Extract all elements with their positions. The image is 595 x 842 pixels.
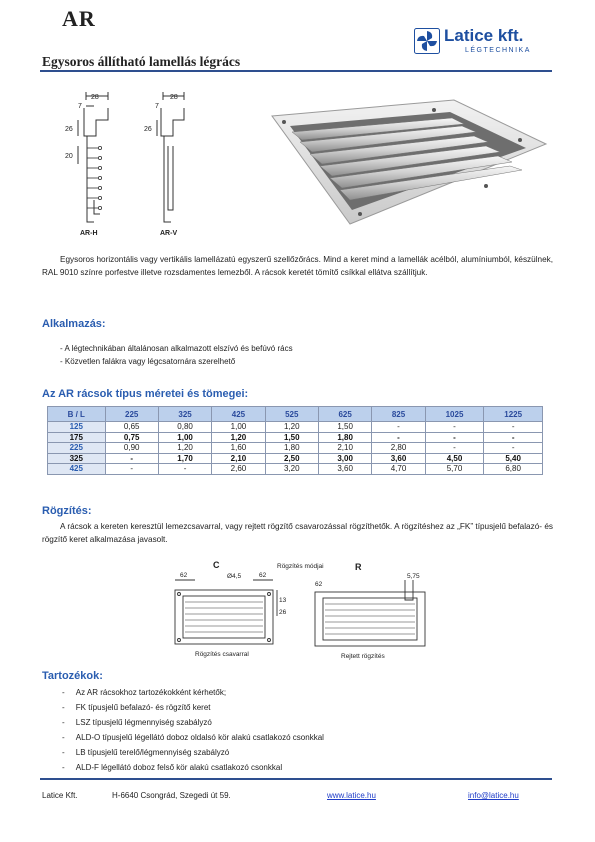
footer-address: H-6640 Csongrád, Szegedi út 59. <box>112 791 231 800</box>
table-cell: - <box>425 432 484 443</box>
col-header: 825 <box>372 407 425 422</box>
label-ar-h: AR-H <box>80 230 98 237</box>
logo-tagline: LÉGTECHNIKA <box>465 47 531 54</box>
row-label: 425 <box>48 464 106 475</box>
table-cell: 1,20 <box>265 422 318 433</box>
intro-paragraph: Egysoros horizontális vagy vertikális lamellázatú egyszerű szellőzőrács. Mind a keret mind a lamellák acélból, alumíniumból, készülnek, RAL 9010 színre porfestve illetve rozsdamentes lemezből. A rácsok keretét tömítő csíkkal ellátva szállítjuk. <box>42 255 553 277</box>
table-cell: 0,80 <box>158 422 211 433</box>
product-photo <box>268 98 548 226</box>
table-cell: 0,90 <box>105 443 158 454</box>
table-cell: 1,80 <box>318 432 371 443</box>
table-cell: 0,75 <box>105 432 158 443</box>
dim-20-h: 20 <box>65 153 73 160</box>
application-item: - Közvetlen falákra vagy légcsatornára szerelhető <box>60 357 236 366</box>
table-cell: 5,70 <box>425 464 484 475</box>
label-screw-mount: Rögzítés csavarral <box>195 651 249 658</box>
table-cell: - <box>484 443 543 454</box>
table-corner: B / L <box>48 407 106 422</box>
table-cell: 5,40 <box>484 453 543 464</box>
row-label: 125 <box>48 422 106 433</box>
table-cell: - <box>425 443 484 454</box>
table-cell: 1,50 <box>265 432 318 443</box>
footer-rule <box>40 778 552 780</box>
table-cell: - <box>484 432 543 443</box>
table-row <box>48 453 543 464</box>
application-item: - A légtechnikában általánosan alkalmazott elszívó és befúvó rács <box>60 344 293 353</box>
label-r: R <box>355 562 362 572</box>
table-cell: - <box>425 422 484 433</box>
product-title: Egysoros állítható lamellás légrács <box>42 54 241 69</box>
col-header: 325 <box>158 407 211 422</box>
table-cell: 3,20 <box>265 464 318 475</box>
dim-7-h: 7 <box>78 103 82 110</box>
dim-13: 13 <box>279 597 287 604</box>
table-header-row <box>48 407 543 422</box>
dim-26: 26 <box>279 609 287 616</box>
dim-26-v: 26 <box>144 126 152 133</box>
row-label: 225 <box>48 443 106 454</box>
section-title-mounting: Rögzítés: <box>42 505 92 517</box>
footer-website-link[interactable]: www.latice.hu <box>327 791 376 800</box>
table-cell: - <box>105 453 158 464</box>
table-cell: 2,80 <box>372 443 425 454</box>
table-cell: 3,60 <box>318 464 371 475</box>
accessory-item: - ALD-F légellátó doboz felső kör alakú csatlakozó csonkkal <box>62 763 283 772</box>
table-row <box>48 443 543 454</box>
table-cell: 1,20 <box>212 432 265 443</box>
accessory-item: - LB típusjelű terelő/légmennyiség szabályzó <box>62 748 230 757</box>
table-cell: 6,80 <box>484 464 543 475</box>
dim-62-left: 62 <box>180 572 188 579</box>
mounting-paragraph: A rácsok a kereten keresztül lemezcsavarral, vagy rejtett rögzítő csavarozással rögzíthetők. A rögzítéshez az „FK” típusjelű befalazó- és rögzítő keret alkalmazása javasolt. <box>42 522 553 544</box>
table-cell: - <box>372 432 425 443</box>
accessory-item: - ALD-O típusjelű légellátó doboz oldalsó kör alakú csatlakozó csonkkal <box>62 733 324 742</box>
label-mounting-modes: Rögzítés módjai <box>277 563 324 570</box>
row-label: 175 <box>48 432 106 443</box>
label-hidden-mount: Rejtett rögzítés <box>341 653 385 660</box>
profile-drawings <box>60 90 210 250</box>
footer-email-link[interactable]: info@latice.hu <box>468 791 519 800</box>
section-title-application: Alkalmazás: <box>42 318 106 330</box>
table-cell: 1,50 <box>318 422 371 433</box>
label-c: C <box>213 560 220 570</box>
col-header: 1225 <box>484 407 543 422</box>
col-header: 425 <box>212 407 265 422</box>
col-header: 225 <box>105 407 158 422</box>
footer-company: Latice Kft. <box>42 791 78 800</box>
section-title-dimensions: Az AR rácsok típus méretei és tömegei: <box>42 388 249 400</box>
dim-28-v: 28 <box>170 94 178 101</box>
table-cell: - <box>484 422 543 433</box>
table-cell: - <box>105 464 158 475</box>
logo-company-name: Latice kft. <box>444 26 524 45</box>
section-title-accessories: Tartozékok: <box>42 670 103 682</box>
table-cell: 2,10 <box>212 453 265 464</box>
accessory-item: - LSZ típusjelű légmennyiség szabályzó <box>62 718 212 727</box>
table-cell: 1,70 <box>158 453 211 464</box>
accessory-item: - Az AR rácsokhoz tartozékokként kérhetők; <box>62 688 227 697</box>
col-header: 1025 <box>425 407 484 422</box>
dimensions-table <box>47 406 543 475</box>
col-header: 625 <box>318 407 371 422</box>
label-ar-v: AR-V <box>160 230 178 237</box>
accessory-item: - FK típusjelű befalazó- és rögzítő keret <box>62 703 211 712</box>
dim-62-right: 62 <box>259 572 267 579</box>
header-rule <box>40 70 552 72</box>
dim-62-r: 62 <box>315 581 323 588</box>
table-cell: 1,00 <box>212 422 265 433</box>
col-header: 525 <box>265 407 318 422</box>
product-code: AR <box>62 6 96 31</box>
table-cell: - <box>158 464 211 475</box>
dim-hole: Ø4,5 <box>227 573 242 580</box>
row-label: 325 <box>48 453 106 464</box>
table-cell: 3,00 <box>318 453 371 464</box>
dim-575: 5,75 <box>407 573 420 580</box>
table-cell: 1,20 <box>158 443 211 454</box>
table-cell: 4,70 <box>372 464 425 475</box>
table-row <box>48 432 543 443</box>
table-cell: 2,50 <box>265 453 318 464</box>
dim-28-h: 28 <box>91 94 99 101</box>
company-logo <box>412 28 552 54</box>
table-cell: 1,00 <box>158 432 211 443</box>
table-cell: 1,60 <box>212 443 265 454</box>
fan-logo-icon <box>414 28 440 54</box>
table-cell: 2,60 <box>212 464 265 475</box>
table-row <box>48 422 543 433</box>
table-cell: - <box>372 422 425 433</box>
mounting-drawings <box>155 558 435 666</box>
table-cell: 2,10 <box>318 443 371 454</box>
dim-7-v: 7 <box>155 103 159 110</box>
table-row <box>48 464 543 475</box>
dim-26-h: 26 <box>65 126 73 133</box>
table-cell: 1,80 <box>265 443 318 454</box>
table-cell: 4,50 <box>425 453 484 464</box>
table-cell: 0,65 <box>105 422 158 433</box>
table-cell: 3,60 <box>372 453 425 464</box>
